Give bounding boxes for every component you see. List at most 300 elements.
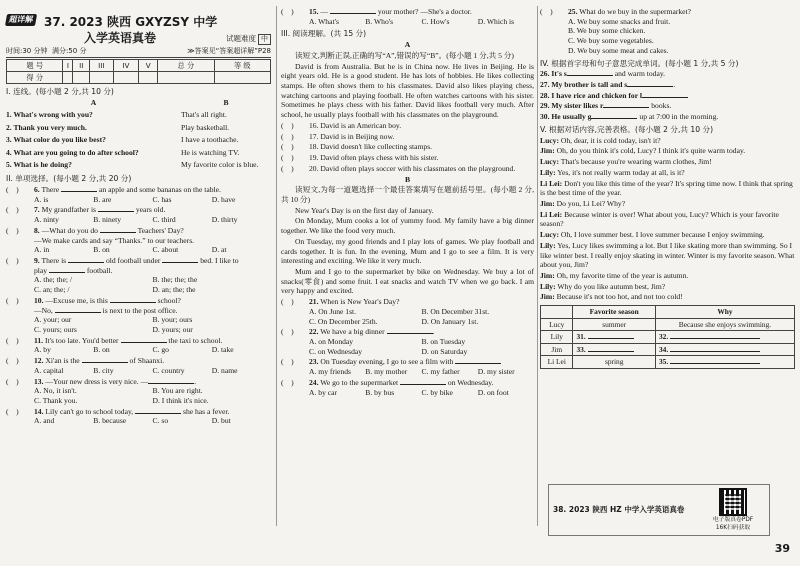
q-text: —	[320, 7, 328, 16]
question-19	[281, 153, 534, 163]
section3-heading: III. 阅读理解。(共 15 分)	[281, 29, 367, 39]
score-cell[interactable]	[139, 72, 158, 84]
q-text: up at 7:00 in the morning.	[639, 112, 719, 122]
table-cell: summer	[573, 318, 655, 331]
q-number: 8.	[34, 225, 40, 235]
match-b: Play basketball.	[181, 122, 230, 132]
option[interactable]: D. at	[211, 245, 227, 255]
q-text: .	[194, 376, 197, 386]
next-exam-box[interactable]	[548, 484, 770, 536]
q-text: Lily can't go to school today,	[45, 406, 134, 416]
speaker: Lucy:	[540, 157, 559, 167]
q-text: an apple and some bananas on the table.	[99, 184, 221, 194]
match-a: 5. What is he doing?	[6, 160, 72, 170]
option[interactable]: D. on Saturday	[421, 346, 468, 356]
answer-bracket[interactable]: ( )	[6, 184, 19, 194]
utterance: Because it's not too hot, and not too cold!	[556, 292, 683, 302]
option[interactable]: B. by bus	[365, 387, 395, 397]
option[interactable]: B. Who's	[365, 16, 394, 26]
answer-cell[interactable]	[655, 343, 794, 356]
blank[interactable]	[642, 91, 688, 98]
match-row[interactable]	[6, 109, 271, 122]
table-cell: Li Lei	[541, 356, 573, 369]
q-number: 13.	[34, 376, 44, 386]
q-text: .	[432, 327, 435, 337]
q-text: your mother? —She's a doctor.	[377, 7, 472, 16]
blank[interactable]	[670, 345, 760, 352]
blank[interactable]	[98, 205, 134, 212]
utterance: Don't you like this time of the year? It's spring time now. I think that spring is the best time of the year.	[540, 178, 793, 198]
q-text: 17. David is in Beijing now.	[309, 131, 395, 141]
score-cell[interactable]	[73, 72, 90, 84]
utterance: Yes, Lucy likes swimming a lot. But I like skating more than swimming. So I like winter best. I really enjoy skating in winter. Winter is my favorite season. What about you, Jim?	[540, 240, 795, 270]
speaker: Li Lei:	[540, 209, 563, 219]
dialog-line	[540, 271, 795, 281]
match-b: He is watching TV.	[181, 147, 240, 157]
q-text: 18. David doesn't like collecting stamps.	[309, 142, 433, 152]
blank[interactable]	[387, 327, 435, 337]
answer-bracket[interactable]: ( )	[540, 7, 553, 16]
option[interactable]: D. have	[211, 194, 236, 204]
difficulty-badge: 中	[258, 34, 271, 45]
match-row[interactable]	[6, 134, 271, 147]
option[interactable]: D. I think it's nice.	[152, 396, 209, 406]
option[interactable]: A. ninty	[34, 215, 59, 225]
option[interactable]: D. thirty	[211, 215, 238, 225]
qr-code-icon[interactable]	[719, 488, 747, 516]
passage-a: David is from Australia. But he is in China now. He lives in Beijing. He is eight years old. He is a good student. He has lots of hobbies. He likes collecting stamps. He often shows them to his classmates. David also likes playing chess, watching cartoons and playing football. He often watches cartoons with his sister. Sometimes he plays chess with his father. David likes football very much. After school, he usually plays football with his classmates on the playground.	[281, 61, 534, 120]
section2-heading: II. 单项选择。(每小题 2 分,共 20 分)	[6, 174, 132, 184]
exam-meta	[6, 47, 271, 58]
question-12	[6, 356, 271, 366]
option[interactable]: C. yours; ours	[34, 325, 77, 334]
score-table	[6, 59, 271, 84]
table-header	[541, 306, 573, 319]
option[interactable]: A. by	[34, 345, 51, 355]
dialog-line	[540, 146, 795, 156]
options	[6, 245, 271, 255]
option[interactable]: C. On December 25th.	[309, 316, 378, 326]
q-text: We have a big dinner	[320, 327, 385, 337]
speaker: Jim:	[540, 292, 555, 302]
score-cell[interactable]	[113, 72, 139, 84]
option[interactable]: B. We buy some chicken.	[568, 26, 646, 36]
q-text: of Shaanxi.	[129, 356, 165, 366]
q-text: 27. My brother is tall and s	[540, 80, 628, 90]
q-text: Teachers' Day?	[137, 225, 184, 235]
part-b-label: B	[404, 174, 411, 184]
qr-caption: 16K扫码获取	[715, 524, 751, 531]
option[interactable]: B. on	[93, 345, 110, 355]
q-text: .	[673, 80, 676, 90]
answer-bracket[interactable]: ( )	[281, 7, 294, 16]
q-text: There	[41, 184, 60, 194]
q-number: 35.	[658, 357, 669, 367]
blank[interactable]	[670, 332, 760, 339]
option[interactable]: C. Thank you.	[34, 396, 78, 406]
section1-heading: I. 连线。(每小题 2 分,共 10 分)	[6, 87, 114, 97]
q-number: 33.	[576, 344, 586, 354]
option[interactable]: C. my father	[421, 367, 460, 377]
option[interactable]: A. We buy some snacks and fruit.	[568, 16, 671, 26]
question-23	[281, 357, 534, 367]
option[interactable]: D. an; the; the	[152, 285, 196, 295]
q-text: she has a fever.	[182, 406, 230, 416]
score-cell: 总 分	[158, 60, 214, 72]
blank[interactable]	[82, 356, 128, 363]
section5-heading: V. 根据对话内容,完善表格。(每小题 2 分,共 10 分)	[540, 124, 714, 134]
blank[interactable]	[591, 112, 637, 119]
table-row	[541, 318, 795, 331]
q-number: 34.	[658, 344, 669, 354]
blank[interactable]	[455, 357, 501, 364]
question-28	[540, 91, 795, 101]
q-text: 28. I have rice and chicken for l	[540, 90, 642, 100]
blank[interactable]	[627, 80, 676, 90]
dialog-line	[540, 292, 795, 302]
column-a-label: A	[90, 98, 97, 107]
blank[interactable]	[588, 345, 634, 352]
option[interactable]: A. my friends	[309, 367, 351, 377]
option[interactable]: C. on Wednesday	[309, 346, 363, 356]
answer-bracket[interactable]: ( )	[6, 376, 19, 386]
blank[interactable]	[670, 357, 760, 364]
option[interactable]: D. yours; our	[152, 325, 193, 334]
option[interactable]: B. on Tuesday	[421, 337, 466, 346]
score-cell: 等 级	[214, 60, 270, 72]
q-text: play	[34, 265, 48, 275]
option[interactable]: B. city	[93, 365, 114, 375]
matching-list	[6, 109, 271, 172]
answer-cell[interactable]	[573, 343, 655, 356]
option[interactable]: B. on	[93, 245, 110, 255]
q-number: 24.	[309, 377, 319, 387]
speaker: Lily:	[540, 240, 556, 250]
passage-b-paragraph: On Monday, Mum cooks a lot of yummy food. My family have a big dinner together. We like the food very much.	[281, 216, 534, 236]
q-text: years old.	[135, 205, 166, 215]
exam-title-line1: 2023 陕西 GXYZSY 中学	[69, 15, 218, 29]
option[interactable]: D. on foot	[477, 387, 509, 397]
match-a: 4. What are you going to do after school?	[6, 147, 139, 157]
option[interactable]: D. On January 1st.	[421, 316, 479, 326]
q-text: —We make cards and say “Thanks.” to our teachers.	[34, 235, 195, 245]
dialog-line	[540, 210, 795, 229]
table-cell: Lily	[541, 331, 573, 344]
answer-bracket[interactable]: ( )	[281, 297, 294, 307]
blank[interactable]	[567, 69, 613, 76]
table-cell: Jim	[541, 343, 573, 356]
passage-b-paragraph: On Tuesday, my good friends and I play lots of games. We play football and cards together. It is fun. In the evening, Mum and I go to see a film. It is very interesting and exciting. We like it very much.	[281, 236, 534, 266]
qr-caption: 电子版真卷PDF	[712, 517, 754, 524]
match-b: That's all right.	[181, 110, 227, 120]
q-text: football.	[86, 265, 113, 275]
blank[interactable]	[400, 378, 446, 385]
utterance: Yes, it's not really warm today at all, is it?	[557, 167, 685, 177]
q-number: 23.	[309, 357, 319, 367]
q-number: 25.	[568, 7, 578, 16]
blank[interactable]	[100, 226, 136, 233]
dialog-line	[540, 157, 795, 167]
q-text: When is New Year's Day?	[320, 297, 400, 307]
question-17	[281, 132, 534, 142]
option[interactable]: A. in	[34, 245, 50, 255]
answer-cell[interactable]	[655, 356, 794, 369]
match-b: I have a toothache.	[181, 135, 239, 145]
question-25	[540, 7, 795, 17]
options	[281, 307, 534, 326]
options	[6, 215, 271, 225]
brand-logo: 超详解	[5, 14, 37, 26]
option[interactable]: A. No, it isn't.	[34, 386, 77, 396]
speaker: Jim:	[540, 146, 555, 156]
passage-b-paragraph: New Year's Day is on the first day of January.	[295, 205, 434, 215]
options	[6, 315, 271, 334]
q-text: 29. My sister likes r	[540, 101, 604, 111]
q-text: Xi'an is the	[45, 356, 80, 366]
blank[interactable]	[135, 407, 181, 414]
option[interactable]: C. country	[152, 365, 185, 375]
dialog-line	[540, 282, 795, 292]
options	[6, 416, 271, 426]
q-text: —What do you do	[41, 225, 98, 235]
question-24	[281, 378, 534, 388]
blank[interactable]	[61, 185, 97, 192]
answer-bracket[interactable]: ( )	[6, 205, 19, 215]
question-9	[6, 256, 271, 275]
option[interactable]: D. take	[211, 345, 234, 355]
blank[interactable]	[68, 256, 104, 263]
table-cell: Lucy	[541, 318, 573, 331]
answer-bracket[interactable]: ( )	[6, 335, 19, 345]
dialog-line	[540, 199, 795, 209]
option[interactable]: D. Which is	[477, 16, 515, 26]
blank[interactable]	[121, 336, 167, 343]
option[interactable]: B. You are right.	[152, 386, 203, 396]
column-left	[6, 6, 271, 427]
speaker: Jim:	[540, 198, 555, 208]
blank[interactable]	[603, 101, 649, 108]
option[interactable]: D. my sister	[477, 367, 515, 377]
question-11	[6, 336, 271, 346]
question-15	[281, 7, 534, 17]
blank[interactable]	[330, 7, 376, 14]
q-number: 9.	[34, 255, 40, 265]
speaker: Lucy:	[540, 135, 559, 145]
q-number: 6.	[34, 184, 40, 194]
option[interactable]: C. by bike	[421, 387, 453, 397]
option[interactable]: C. third	[152, 215, 176, 225]
option[interactable]: A. your; our	[34, 315, 72, 325]
answer-bracket[interactable]: ( )	[281, 120, 294, 130]
match-a: 1. What's wrong with you?	[6, 110, 93, 120]
score-cell: II	[73, 60, 90, 72]
option[interactable]: D. name	[211, 365, 238, 375]
answer-bracket[interactable]: ( )	[281, 153, 294, 163]
q-text: on Wednesday.	[447, 377, 494, 387]
passage-b-paragraph: Mum and I go to the supermarket by bike on Wednesday. We buy a lot of snacks(零食) and some fruit. I eat snacks and watch TV when we go back. I am very happy and excited.	[281, 266, 534, 296]
column-divider	[537, 6, 538, 526]
option[interactable]: C. go	[152, 345, 169, 355]
blank[interactable]	[110, 296, 156, 303]
match-a: 3. What color do you like best?	[6, 135, 106, 145]
favorite-season-table	[540, 305, 795, 369]
speaker: Jim:	[540, 270, 555, 280]
option[interactable]: B. On December 31st.	[421, 306, 490, 316]
options	[6, 386, 271, 405]
options	[281, 367, 534, 377]
q-text: is next to the post office.	[102, 305, 178, 315]
column-right	[540, 6, 795, 369]
answer-bracket[interactable]: ( )	[281, 357, 294, 367]
option[interactable]: C. We buy some vegetables.	[568, 36, 654, 46]
option[interactable]: A. by car	[309, 387, 338, 397]
option[interactable]: B. my mother	[365, 367, 408, 377]
option[interactable]: D. but	[211, 416, 231, 426]
options	[6, 345, 271, 355]
q-text: —Your new dress is very nice. —	[45, 376, 149, 386]
question-21	[281, 297, 534, 307]
option[interactable]: B. the; the; the	[152, 275, 198, 285]
utterance: Oh, do you think it's cold, Lucy? I think it's quite warm today.	[556, 146, 746, 156]
q-text: 16. David is an American boy.	[309, 120, 402, 130]
dialog-line	[540, 179, 795, 198]
dialog-line	[540, 168, 795, 178]
column-middle	[281, 6, 534, 398]
blank[interactable]	[588, 332, 634, 339]
match-b: My favorite color is blue.	[181, 160, 259, 170]
question-26	[540, 69, 795, 79]
q-text: What do we buy in the supermarket?	[579, 7, 692, 16]
qr-block	[701, 488, 765, 532]
options	[6, 366, 271, 376]
difficulty-label: 试题难度	[226, 34, 256, 44]
q-text: bed. I like to	[200, 255, 239, 265]
answer-bracket[interactable]: ( )	[281, 142, 294, 152]
option[interactable]: B. ninety	[93, 215, 122, 225]
answer-cell[interactable]	[655, 331, 794, 344]
question-16	[281, 121, 534, 131]
options	[6, 195, 271, 205]
q-text: My grandfather is	[41, 205, 97, 215]
table-cell: Because she enjoys swimming.	[655, 318, 794, 331]
question-7	[6, 205, 271, 215]
part-a-label: A	[404, 40, 411, 50]
q-number: 32.	[658, 332, 669, 342]
table-header: Why	[655, 306, 794, 319]
option[interactable]: A. is	[34, 194, 49, 204]
q-text: old football under	[105, 255, 161, 265]
option[interactable]: D. We buy some meat and cakes.	[568, 45, 669, 55]
table-row	[541, 356, 795, 369]
question-10	[6, 296, 271, 315]
score-cell[interactable]	[158, 72, 214, 84]
options	[281, 388, 534, 398]
speaker: Li Lei:	[540, 178, 563, 188]
score-cell: III	[90, 60, 113, 72]
utterance: Oh, my favorite time of the year is autumn.	[556, 270, 689, 280]
utterance: Why do you like autumn best, Jim?	[557, 281, 666, 291]
option[interactable]: C. so	[152, 416, 169, 426]
score-cell[interactable]	[214, 72, 270, 84]
blank[interactable]	[148, 376, 197, 386]
blank[interactable]	[55, 306, 101, 313]
answer-bracket[interactable]: ( )	[281, 163, 294, 173]
q-number: 12.	[34, 356, 44, 366]
question-20	[281, 164, 534, 174]
option[interactable]: C. has	[152, 194, 172, 204]
option[interactable]: C. How's	[421, 16, 450, 26]
score-cell: V	[139, 60, 158, 72]
answer-bracket[interactable]: ( )	[281, 131, 294, 141]
question-14	[6, 407, 271, 417]
table-row	[541, 331, 795, 344]
answer-bracket[interactable]: ( )	[6, 255, 19, 265]
answer-cell[interactable]	[573, 331, 655, 344]
answer-bracket[interactable]: ( )	[281, 327, 294, 337]
score-cell[interactable]	[90, 72, 113, 84]
match-row[interactable]	[6, 146, 271, 159]
table-header-row	[541, 306, 795, 319]
option[interactable]: C. about	[152, 245, 179, 255]
question-27	[540, 80, 795, 90]
answer-bracket[interactable]: ( )	[6, 406, 19, 416]
option[interactable]: B. because	[93, 416, 127, 426]
blank[interactable]	[162, 256, 198, 263]
section4-heading: IV. 根据首字母和句子意思完成单词。(每小题 1 分,共 5 分)	[540, 58, 739, 68]
match-row[interactable]	[6, 159, 271, 172]
answer-bracket[interactable]: ( )	[6, 356, 19, 366]
option[interactable]: A. on Monday	[309, 337, 354, 346]
matching-header	[6, 97, 271, 109]
score-cell[interactable]	[63, 72, 73, 84]
utterance: Because winter is over! What about you, Lucy? Which is your favorite season?	[540, 209, 779, 229]
q-text: —Excuse me, is this	[45, 295, 108, 305]
option[interactable]: B. your; ours	[152, 315, 193, 325]
options	[6, 275, 271, 294]
answer-bracket[interactable]: ( )	[6, 295, 19, 305]
time-limit: 时间:30 分钟	[6, 47, 48, 56]
score-table-score-row	[7, 72, 271, 84]
question-18	[281, 142, 534, 152]
match-row[interactable]	[6, 121, 271, 134]
option[interactable]: A. capital	[34, 365, 64, 375]
blank[interactable]	[49, 266, 85, 273]
option[interactable]: A. the; the; /	[34, 275, 72, 285]
question-6	[6, 185, 271, 195]
q-text: It's too late. You'd better	[44, 335, 119, 345]
option[interactable]: B. are	[93, 194, 112, 204]
q-text: 20. David often plays soccer with his classmates on the playground.	[309, 163, 516, 173]
score-cell: I	[63, 60, 73, 72]
option[interactable]: A. What's	[309, 16, 339, 26]
dialog-line	[540, 136, 795, 146]
match-a: 2. Thank you very much.	[6, 122, 87, 132]
exam-title	[44, 14, 217, 46]
option[interactable]: C. an; the; /	[34, 285, 70, 295]
utterance: Do you, Li Lei? Why?	[556, 198, 626, 208]
q-text: 30. He usually g	[540, 112, 592, 122]
answer-bracket[interactable]: ( )	[281, 377, 294, 387]
page-number: 39	[774, 541, 790, 555]
q-text: books.	[651, 101, 672, 111]
next-exam-title: 38. 2023 陕西 HZ 中学入学英语真卷	[553, 505, 685, 515]
answer-bracket[interactable]: ( )	[6, 225, 19, 235]
column-divider	[276, 6, 277, 526]
part-a-instructions: 读短文,判断正误,正确的写“A”,错误的写“B”。(每小题 1 分,共 5 分)	[295, 50, 514, 60]
score-table-header-row	[7, 60, 271, 72]
option[interactable]: A. On June 1st.	[309, 306, 357, 316]
option[interactable]: A. and	[34, 416, 55, 426]
